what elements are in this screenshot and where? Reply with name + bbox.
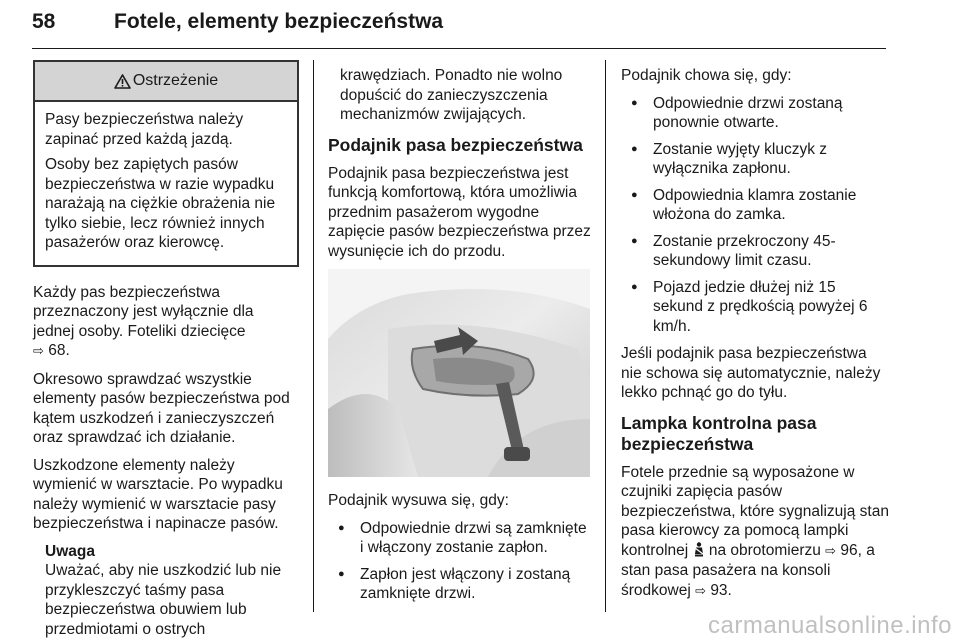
paragraph: Okresowo sprawdzać wszystkie elementy pasów bezpieczeństwa pod kątem uszkodzeń i zanieczyszczeń oraz sprawdzać ich działanie. (33, 370, 290, 446)
paragraph: Podajnik chowa się, gdy: (621, 67, 792, 84)
paragraph: Jeśli podajnik pasa bezpieczeństwa nie schowa się automatycznie, należy lekko pchnąć go do tyłu. (621, 345, 881, 401)
warning-text: Osoby bez zapiętych pasów bezpieczeństwa w razie wypadku narażają na ciężkie obrażenia nie tylko siebie, lecz również innych pasażerów oraz kierowcę. (45, 156, 276, 251)
note-continuation: krawędziach. Ponadto nie wolno dopuścić do zanieczyszczenia mechanizmów zwijających. (340, 67, 563, 123)
bullet-list (328, 519, 594, 604)
warning-title: Ostrzeżenie (132, 72, 219, 90)
page-reference[interactable]: 68. (48, 342, 70, 359)
warning-header (35, 62, 297, 102)
page-reference[interactable]: 96, (840, 541, 862, 559)
arrow-ref-icon: ⇨ (695, 583, 706, 599)
bullet-list (621, 94, 889, 337)
seatbelt-presenter-photo (328, 269, 590, 477)
list-item: ● Odpowiednie drzwi zostaną ponownie otwarte. (621, 94, 889, 133)
paragraph (33, 283, 299, 362)
watermark: carmanualsonline.info (708, 612, 952, 639)
paragraph: Podajnik wysuwa się, gdy: (328, 492, 509, 509)
warning-box (33, 60, 299, 267)
arrow-ref-icon: ⇨ (825, 543, 837, 559)
list-item: ● Odpowiednie drzwi są zamknięte i włączony zostanie zapłon. (328, 519, 594, 558)
warning-body (35, 102, 297, 265)
section-heading: Podajnik pasa bezpieczeństwa (328, 134, 583, 155)
note-text: Uważać, aby nie uszkodzić lub nie przykleszczyć taśmy pasa bezpieczeństwa obuwiem lub przedmiotami o ostrych (45, 562, 282, 638)
note-title: Uwaga (45, 542, 95, 560)
list-item: ● Pojazd jedzie dłużej niż 15 sekund z prędkością powyżej 6 km/h. (621, 278, 889, 337)
paragraph: Uszkodzone elementy należy wymienić w warsztacie. Po wypadku należy wymienić w warsztacie pasy bezpieczeństwa i napinacze pasów. (33, 456, 283, 532)
arrow-ref-icon: ⇨ (33, 344, 44, 359)
paragraph (621, 463, 889, 602)
column-1 (33, 60, 299, 639)
page-reference[interactable]: 93. (710, 581, 732, 599)
paragraph: Podajnik pasa bezpieczeństwa jest funkcją komfortową, która umożliwia przednim pasażerom wygodne zapięcie pasów bezpieczeństwa przez wysunięcie ich do przodu. (328, 164, 591, 260)
warning-triangle-icon (114, 74, 131, 89)
column-3 (621, 66, 889, 609)
list-item: ● Zostanie wyjęty kluczyk z wyłącznika zapłonu. (621, 140, 889, 179)
paragraph-text: Fotele przednie są wyposażone w czujniki zapięcia pasów bezpieczeństwa, które sygnalizują stan pasa kierowcy za pomocą lampki kontrolnej (621, 463, 889, 559)
paragraph-text: a stan pasa pasażera na konsoli środkowej (621, 541, 875, 599)
section-heading: Lampka kontrolna pasa bezpieczeństwa (621, 412, 817, 454)
page-title: Fotele, elementy bezpieczeństwa (114, 10, 444, 33)
page-number: 58 (32, 10, 56, 33)
column-divider (605, 60, 606, 612)
column-divider (313, 60, 314, 612)
list-item: ● Odpowiednia klamra zostanie włożona do zamka. (621, 186, 889, 225)
column-2 (328, 66, 594, 612)
list-item: ● Zostanie przekroczony 45-sekundowy limit czasu. (621, 232, 889, 271)
paragraph-text: Każdy pas bezpieczeństwa przeznaczony jest wyłącznie dla jednej osoby. Foteliki dziecięce (33, 283, 254, 340)
list-item: ● Zapłon jest włączony i zostaną zamknięte drzwi. (328, 565, 594, 604)
seatbelt-icon (693, 542, 705, 557)
paragraph-text: na obrotomierzu (708, 541, 821, 559)
page-header (32, 6, 886, 49)
warning-text: Pasy bezpieczeństwa należy zapinać przed każdą jazdą. (45, 111, 244, 148)
